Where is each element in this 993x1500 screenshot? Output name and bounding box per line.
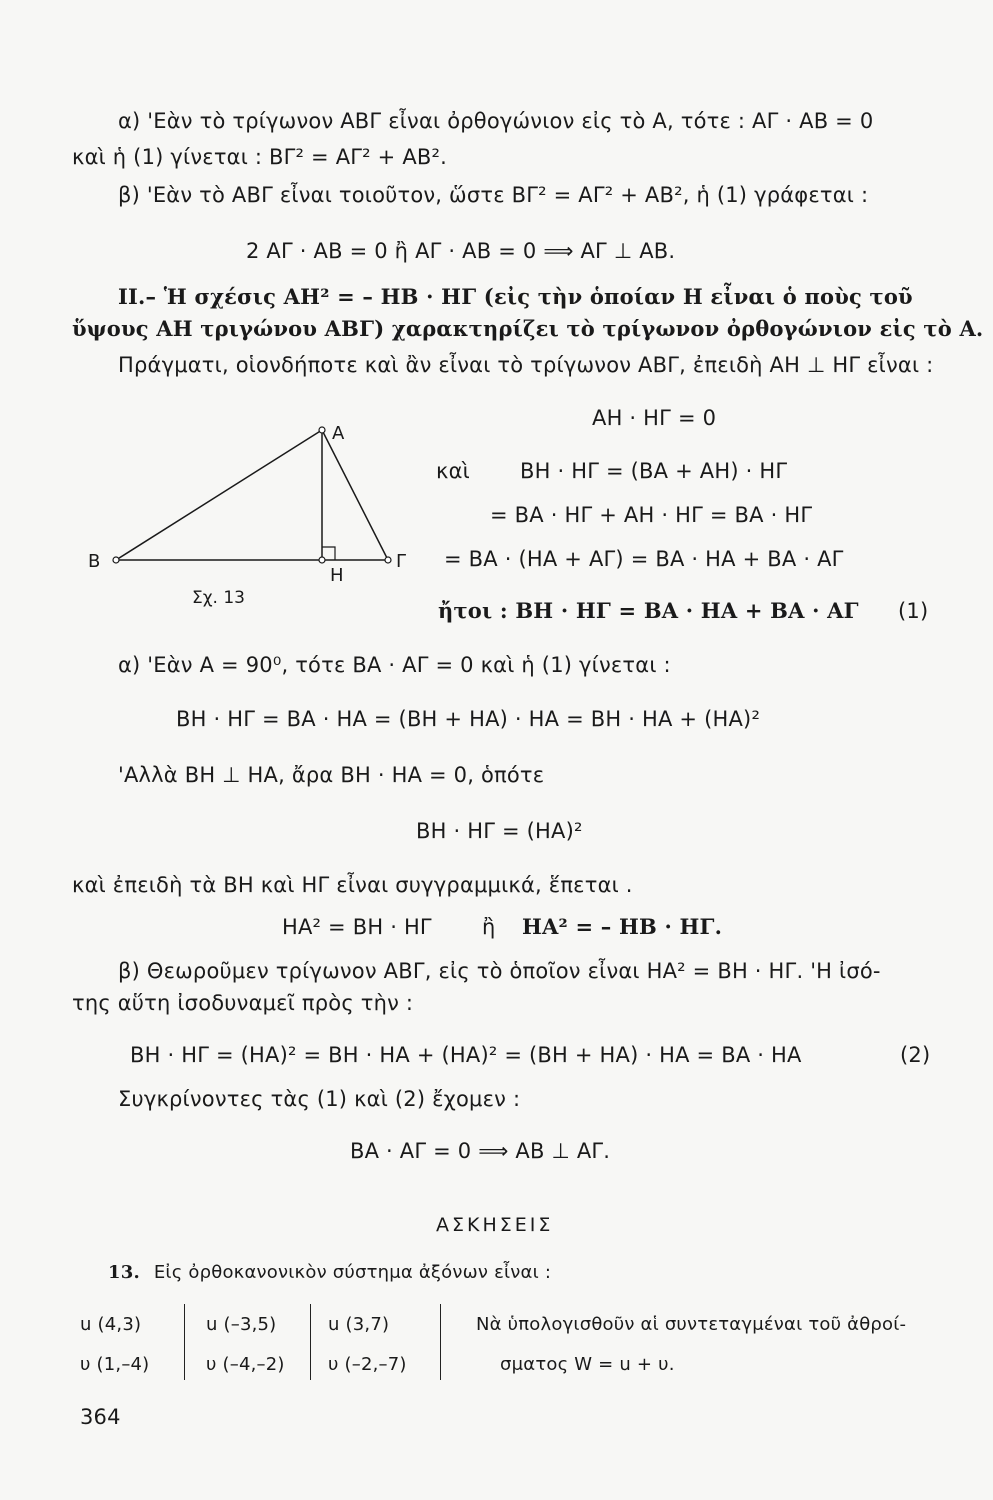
column-divider bbox=[310, 1304, 311, 1380]
equation: ΗΑ² = ΒΗ · ΗΓ bbox=[282, 915, 432, 939]
equation: 2 ΑΓ · ΑΒ = 0 ἢ ΑΓ · ΑΒ = 0 ⟹ ΑΓ ⊥ ΑΒ. bbox=[246, 239, 676, 263]
text-line: β) 'Εὰν τὸ ΑΒΓ εἶναι τοιοῦτον, ὥστε ΒΓ² = ΑΓ² + ΑΒ², ἡ (1) γράφεται : bbox=[118, 183, 869, 207]
text-line: Συγκρίνοντες τὰς (1) καὶ (2) ἔχομεν : bbox=[118, 1087, 521, 1111]
text-line: ἢ bbox=[482, 915, 496, 939]
vertex-a bbox=[319, 427, 325, 433]
page-number: 364 bbox=[80, 1405, 121, 1429]
equation-number: (2) bbox=[900, 1043, 931, 1067]
vector-cell: u (–3,5) bbox=[206, 1314, 277, 1335]
text-line: της αὕτη ἰσοδυναμεῖ πρὸς τὴν : bbox=[72, 991, 414, 1015]
vertex-g bbox=[385, 557, 391, 563]
equation-number: (1) bbox=[898, 599, 929, 623]
label-g: Γ bbox=[396, 551, 407, 572]
equation: ΒΑ · ΑΓ = 0 ⟹ ΑΒ ⊥ ΑΓ. bbox=[350, 1139, 611, 1163]
label-b: Β bbox=[88, 551, 101, 572]
text-line: καὶ bbox=[436, 459, 470, 483]
text-line: καὶ ἐπειδὴ τὰ ΒΗ καὶ ΗΓ εἶναι συγγραμμικά, ἕπεται . bbox=[72, 873, 633, 897]
equation: ΒΗ · ΗΓ = ΒΑ · ΗΑ = (ΒΗ + ΗΑ) · ΗΑ = ΒΗ · ΗΑ + (ΗΑ)² bbox=[176, 707, 761, 731]
triangle-figure bbox=[82, 415, 442, 615]
label-h: Η bbox=[330, 565, 344, 586]
vector-cell: υ (–4,–2) bbox=[206, 1354, 285, 1375]
equation: ΑΗ · ΗΓ = 0 bbox=[592, 406, 717, 430]
exercise-intro-text: Εἰς ὀρθοκανονικὸν σύστημα ἀξόνων εἶναι : bbox=[153, 1262, 552, 1283]
column-divider bbox=[184, 1304, 185, 1380]
text-line: Πράγματι, οἱονδήποτε καὶ ἂν εἶναι τὸ τρίγωνον ΑΒΓ, ἐπειδὴ ΑΗ ⊥ ΗΓ εἶναι : bbox=[118, 353, 934, 377]
equation: ΒΗ · ΗΓ = (ΒΑ + ΑΗ) · ΗΓ bbox=[520, 459, 788, 483]
vector-cell: υ (–2,–7) bbox=[328, 1354, 407, 1375]
vector-cell: υ (1,–4) bbox=[80, 1354, 150, 1375]
exercises-heading: ΑΣΚΗΣΕΙΣ bbox=[436, 1214, 554, 1236]
vector-cell: u (3,7) bbox=[328, 1314, 390, 1335]
text-line: ὕψους ΑΗ τριγώνου ΑΒΓ) χαρακτηρίζει τὸ τρίγωνον ὀρθογώνιον εἰς τὸ Α. bbox=[72, 316, 984, 341]
foot-h bbox=[319, 557, 325, 563]
equation: ΒΗ · ΗΓ = (ΗΑ)² bbox=[416, 819, 583, 843]
side-ba bbox=[116, 430, 322, 560]
text-line: α) 'Εὰν τὸ τρίγωνον ΑΒΓ εἶναι ὀρθογώνιον εἰς τὸ Α, τότε : ΑΓ · ΑΒ = 0 bbox=[118, 109, 874, 133]
side-ag bbox=[322, 430, 388, 560]
vertex-b bbox=[113, 557, 119, 563]
vector-cell: u (4,3) bbox=[80, 1314, 142, 1335]
equation: = ΒΑ · (ΗΑ + ΑΓ) = ΒΑ · ΗΑ + ΒΑ · ΑΓ bbox=[444, 547, 844, 571]
section-heading: ΙΙ.– Ἡ σχέσις ΑΗ² = – ΗΒ · ΗΓ (εἰς τὴν ὁποίαν Η εἶναι ὁ ποὺς τοῦ bbox=[118, 284, 913, 309]
exercise-task: Νὰ ὑπολογισθοῦν αἱ συντεταγμέναι τοῦ ἀθροί- bbox=[476, 1314, 907, 1335]
figure-caption: Σχ. 13 bbox=[192, 588, 246, 608]
text-line: β) Θεωροῦμεν τρίγωνον ΑΒΓ, εἰς τὸ ὁποῖον εἶναι ΗΑ² = ΒΗ · ΗΓ. 'Η ἰσό- bbox=[118, 959, 881, 983]
equation: ΗΑ² = – ΗΒ · ΗΓ. bbox=[522, 914, 723, 939]
exercise-number: 13. bbox=[108, 1262, 140, 1283]
text-line: α) 'Εὰν Α = 90⁰, τότε ΒΑ · ΑΓ = 0 καὶ ἡ (1) γίνεται : bbox=[118, 653, 671, 677]
text-line: 'Αλλὰ ΒΗ ⊥ ΗΑ, ἄρα ΒΗ · ΗΑ = 0, ὁπότε bbox=[118, 763, 545, 787]
equation: ἤτοι : ΒΗ · ΗΓ = ΒΑ · ΗΑ + ΒΑ · ΑΓ bbox=[438, 598, 859, 623]
equation: ΒΗ · ΗΓ = (ΗΑ)² = ΒΗ · ΗΑ + (ΗΑ)² = (ΒΗ + ΗΑ) · ΗΑ = ΒΑ · ΗΑ bbox=[130, 1043, 802, 1067]
label-a: Α bbox=[332, 423, 345, 444]
column-divider bbox=[440, 1304, 441, 1380]
exercise-task: σματος W = u + υ. bbox=[500, 1354, 675, 1375]
exercise-intro bbox=[108, 1260, 551, 1286]
text-line: καὶ ἡ (1) γίνεται : ΒΓ² = ΑΓ² + ΑΒ². bbox=[72, 145, 448, 169]
equation: = ΒΑ · ΗΓ + ΑΗ · ΗΓ = ΒΑ · ΗΓ bbox=[490, 503, 813, 527]
